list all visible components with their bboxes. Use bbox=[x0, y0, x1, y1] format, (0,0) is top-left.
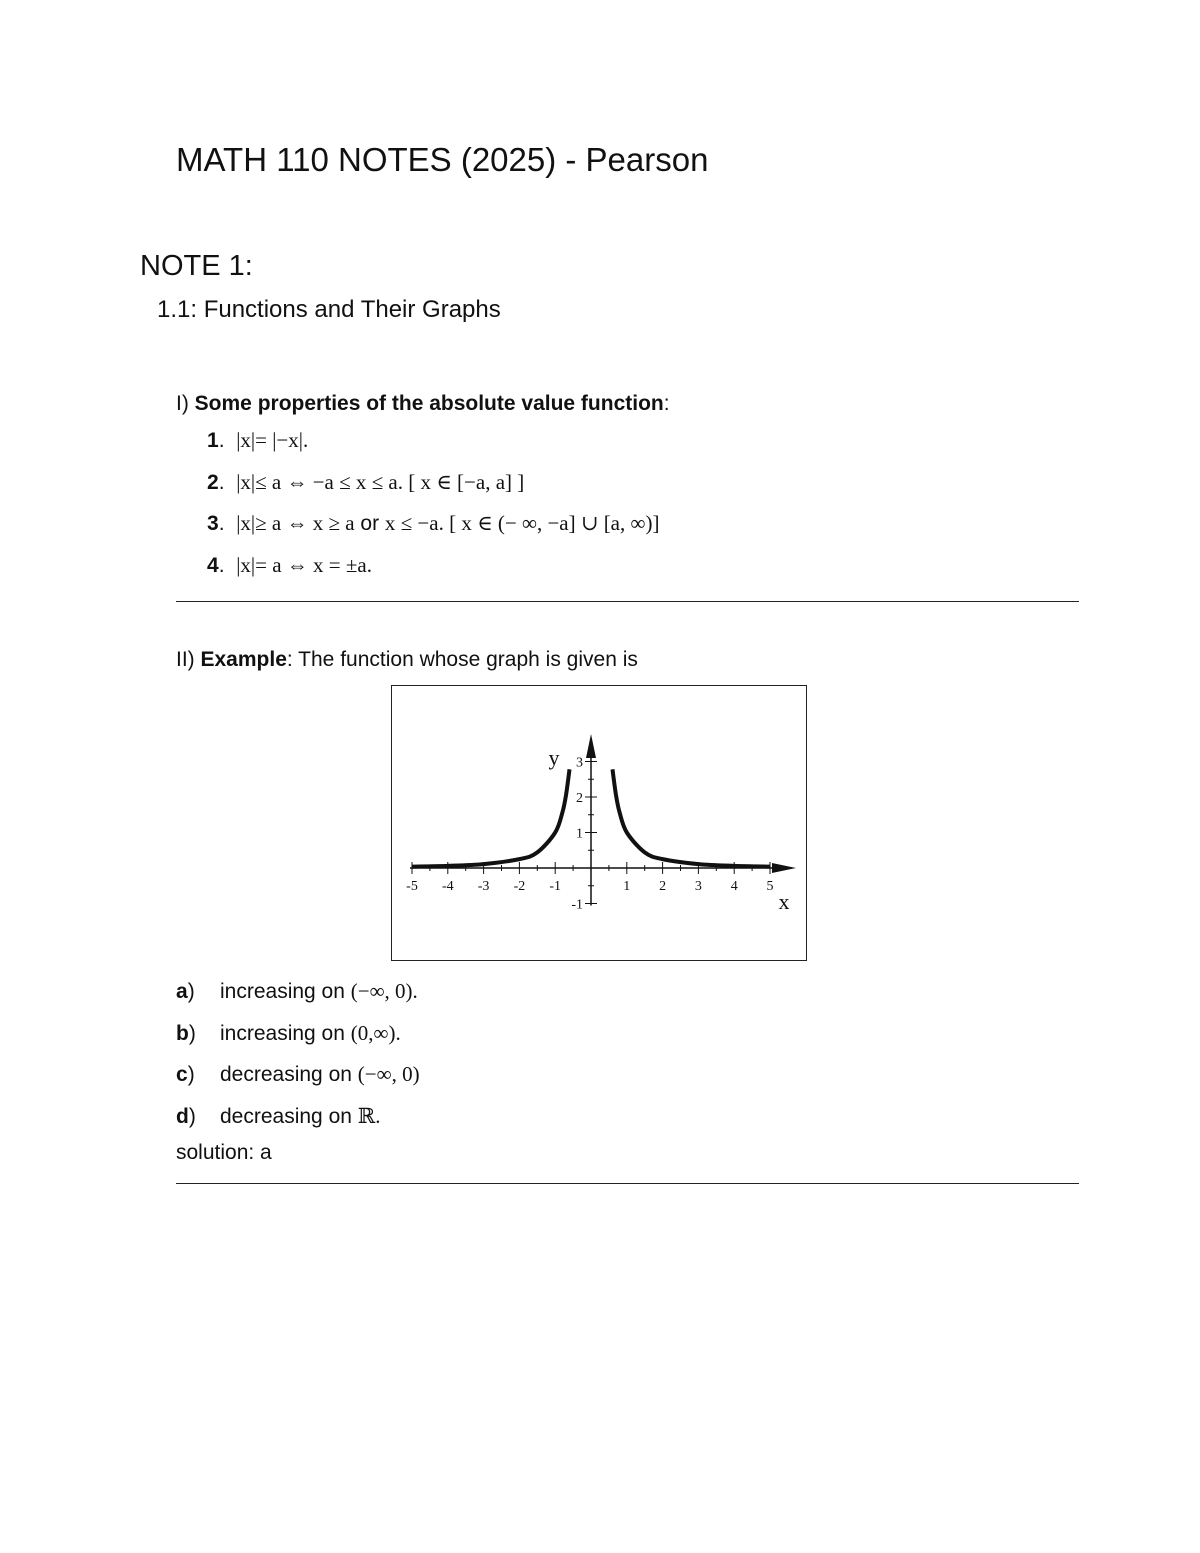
y-tick-label: 3 bbox=[576, 755, 583, 771]
option-text: decreasing on bbox=[220, 1063, 358, 1086]
property-expression: |x|≥ a ⇔ x ≥ a bbox=[236, 511, 355, 535]
property-number: 1 bbox=[207, 429, 219, 452]
answer-option-c bbox=[176, 1062, 420, 1087]
property-item bbox=[207, 428, 308, 453]
part2-bold-title: Example bbox=[200, 648, 287, 671]
solution-text: solution: a bbox=[176, 1141, 272, 1164]
x-tick-label: 1 bbox=[623, 879, 631, 894]
property-dot: . bbox=[218, 471, 225, 494]
x-tick-label: -5 bbox=[406, 879, 418, 894]
property-dot: . bbox=[218, 512, 225, 535]
property-number: 3 bbox=[207, 512, 219, 535]
x-tick-label: -3 bbox=[477, 879, 490, 894]
property-dot: . bbox=[218, 429, 225, 452]
section-heading: 1.1: Functions and Their Graphs bbox=[157, 296, 501, 323]
property-expression: |x|= |−x|. bbox=[236, 428, 309, 452]
y-tick-label: 2 bbox=[576, 791, 583, 806]
graph-frame bbox=[391, 685, 807, 961]
answer-option-b bbox=[176, 1021, 401, 1046]
property-expression: |x|= a ⇔ x = ±a. bbox=[236, 553, 372, 577]
curve-left-branch bbox=[412, 769, 570, 866]
option-letter: b) bbox=[176, 1022, 196, 1045]
x-axis-arrow bbox=[772, 863, 796, 873]
option-letter: c) bbox=[176, 1063, 195, 1086]
property-expression: x ≤ −a. [ x ∈ (− ∞, −a] ∪ [a, ∞)] bbox=[384, 511, 660, 535]
property-number: 4 bbox=[207, 554, 219, 577]
part1-suffix: : bbox=[663, 392, 670, 415]
answer-option-a bbox=[176, 979, 418, 1004]
section-divider bbox=[176, 601, 1079, 602]
part2-suffix: : The function whose graph is given is bbox=[286, 648, 638, 671]
y-axis-arrow bbox=[586, 734, 596, 758]
x-tick-label: -2 bbox=[513, 879, 526, 894]
property-item bbox=[207, 470, 524, 495]
option-text: decreasing on bbox=[220, 1105, 358, 1128]
x-tick-label: 5 bbox=[766, 879, 774, 894]
note-heading: NOTE 1: bbox=[140, 250, 253, 282]
property-expression: |x|≤ a ⇔ −a ≤ x ≤ a. [ x ∈ [−a, a] ] bbox=[236, 470, 525, 494]
function-graph bbox=[392, 686, 806, 960]
x-tick-label: -1 bbox=[549, 879, 562, 894]
section-divider bbox=[176, 1183, 1079, 1184]
part1-prefix: I) bbox=[176, 392, 195, 415]
option-math: ℝ. bbox=[357, 1104, 381, 1128]
option-letter: d) bbox=[176, 1105, 196, 1128]
property-item bbox=[207, 553, 372, 578]
curve-right-branch bbox=[612, 769, 770, 866]
property-number: 2 bbox=[207, 471, 219, 494]
part2-heading bbox=[176, 648, 638, 672]
x-tick-label: 4 bbox=[730, 879, 738, 894]
part2-prefix: II) bbox=[176, 648, 201, 671]
option-letter: a) bbox=[176, 980, 195, 1003]
option-math: (−∞, 0). bbox=[350, 979, 418, 1003]
y-tick-label: 1 bbox=[576, 826, 583, 842]
answer-option-d bbox=[176, 1104, 380, 1129]
property-item bbox=[207, 511, 659, 536]
document-title: MATH 110 NOTES (2025) - Pearson bbox=[176, 141, 709, 178]
x-axis-label: x bbox=[778, 889, 790, 914]
y-tick-label: -1 bbox=[571, 897, 583, 913]
option-text: increasing on bbox=[220, 980, 351, 1003]
part1-bold-title: Some properties of the absolute value function bbox=[194, 392, 664, 415]
property-word-or: or bbox=[354, 512, 385, 535]
part1-heading bbox=[176, 392, 670, 416]
x-tick-label: -4 bbox=[441, 879, 454, 894]
x-tick-label: 2 bbox=[659, 879, 667, 894]
property-dot: . bbox=[218, 554, 225, 577]
option-math: (0,∞). bbox=[350, 1021, 401, 1045]
option-text: increasing on bbox=[220, 1022, 351, 1045]
option-math: (−∞, 0) bbox=[357, 1062, 420, 1086]
y-axis-label: y bbox=[548, 745, 560, 770]
x-tick-label: 3 bbox=[694, 879, 702, 894]
